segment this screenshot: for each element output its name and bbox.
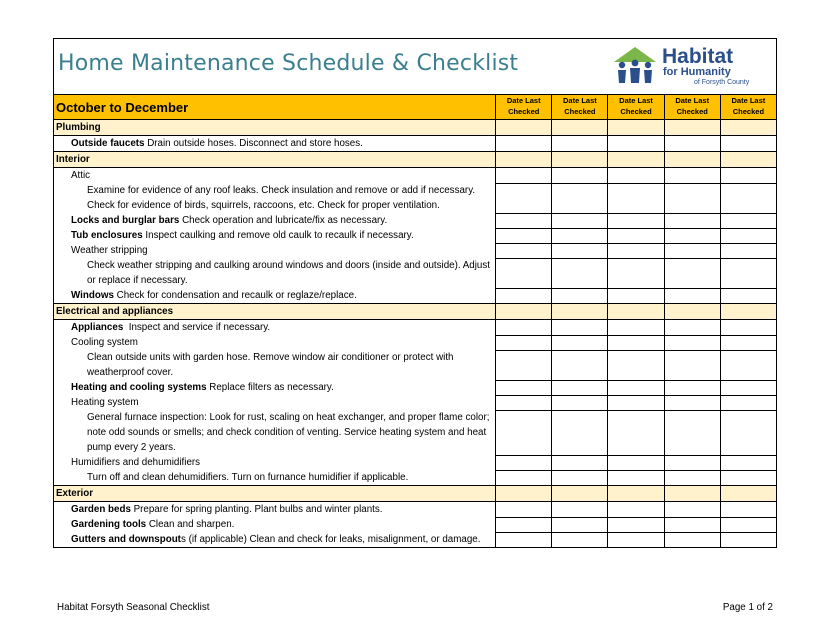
task-detail: Clean and sharpen.: [146, 519, 235, 530]
task-detail: Clean outside units with garden hose. Remove window air conditioner or protect with weatherproof cover.: [54, 350, 496, 380]
date-cell[interactable]: [496, 486, 552, 502]
task-row: [54, 470, 777, 486]
date-cell[interactable]: [720, 120, 776, 136]
date-cell[interactable]: [496, 168, 552, 184]
section-label: Electrical and appliances: [54, 304, 496, 320]
task-name: Outside faucets: [71, 138, 145, 149]
date-cell[interactable]: [720, 304, 776, 320]
period-label: October to December: [54, 95, 496, 120]
date-cell[interactable]: [664, 455, 720, 470]
date-cell[interactable]: [608, 168, 664, 184]
date-cell[interactable]: [608, 304, 664, 320]
date-cell[interactable]: [496, 320, 552, 336]
date-cell[interactable]: [608, 410, 664, 455]
date-cell[interactable]: [608, 350, 664, 380]
date-header-4: Date Last Checked: [664, 95, 720, 120]
date-cell[interactable]: [552, 486, 608, 502]
task-group-row: [54, 243, 777, 258]
date-cell[interactable]: [496, 455, 552, 470]
date-cell[interactable]: [608, 486, 664, 502]
period-header-row: [54, 95, 777, 120]
date-header-3: Date Last Checked: [608, 95, 664, 120]
date-cell[interactable]: [720, 486, 776, 502]
task-detail: Inspect and service if necessary.: [123, 322, 271, 333]
date-cell[interactable]: [496, 228, 552, 243]
date-cell[interactable]: [664, 395, 720, 410]
task-detail: Turn off and clean dehumidifiers. Turn on furnance humidifier if applicable.: [54, 470, 496, 486]
task-text: [54, 288, 496, 304]
date-cell[interactable]: [496, 517, 552, 532]
date-cell[interactable]: [552, 152, 608, 168]
date-cell[interactable]: [496, 243, 552, 258]
date-cell[interactable]: [720, 455, 776, 470]
task-row: [54, 288, 777, 304]
date-cell[interactable]: [552, 258, 608, 288]
task-name: Heating and cooling systems: [71, 382, 207, 393]
task-group-row: [54, 335, 777, 350]
date-cell[interactable]: [664, 168, 720, 184]
date-cell[interactable]: [664, 288, 720, 304]
date-cell[interactable]: [552, 335, 608, 350]
date-cell[interactable]: [720, 152, 776, 168]
task-text: [54, 532, 496, 548]
date-cell[interactable]: [552, 502, 608, 518]
date-cell[interactable]: [496, 136, 552, 152]
section-row-plumbing: [54, 120, 777, 136]
task-group-label: Attic: [54, 168, 496, 184]
task-detail: Drain outside hoses. Disconnect and store hoses.: [144, 138, 363, 149]
date-cell[interactable]: [552, 183, 608, 213]
date-cell[interactable]: [664, 258, 720, 288]
task-row: [54, 532, 777, 548]
section-row-electrical: [54, 304, 777, 320]
section-row-exterior: [54, 486, 777, 502]
date-cell[interactable]: [608, 380, 664, 395]
task-group-row: [54, 455, 777, 470]
date-cell[interactable]: [552, 168, 608, 184]
date-cell[interactable]: [720, 410, 776, 455]
checklist-sheet: [53, 38, 777, 548]
date-cell[interactable]: [664, 320, 720, 336]
date-cell[interactable]: [664, 532, 720, 548]
task-detail: Prepare for spring planting. Plant bulbs and winter plants.: [130, 504, 383, 515]
date-cell[interactable]: [496, 470, 552, 486]
task-row: [54, 502, 777, 518]
task-text: [54, 320, 496, 336]
date-cell[interactable]: [552, 455, 608, 470]
task-row: [54, 517, 777, 532]
title-bar: [53, 38, 777, 94]
section-label: Plumbing: [54, 120, 496, 136]
date-header-2: Date Last Checked: [552, 95, 608, 120]
task-name: Locks and burglar bars: [71, 215, 180, 226]
date-cell[interactable]: [664, 486, 720, 502]
section-label: Interior: [54, 152, 496, 168]
task-text: [54, 517, 496, 532]
task-row: [54, 183, 777, 213]
date-cell[interactable]: [608, 258, 664, 288]
task-detail: General furnace inspection: Look for rust, scaling on heat exchanger, and proper flame color; note odd sounds or smells; and check condition of venting. Service heating system and heat pump every 2 years.: [54, 410, 496, 455]
date-cell[interactable]: [552, 228, 608, 243]
date-cell[interactable]: [496, 152, 552, 168]
task-text: [54, 380, 496, 395]
date-cell[interactable]: [608, 470, 664, 486]
date-cell[interactable]: [496, 213, 552, 228]
task-name: Gutters and downspout: [71, 534, 181, 545]
date-cell[interactable]: [720, 213, 776, 228]
date-cell[interactable]: [608, 532, 664, 548]
date-cell[interactable]: [664, 335, 720, 350]
date-cell[interactable]: [720, 502, 776, 518]
date-cell[interactable]: [664, 152, 720, 168]
date-cell[interactable]: [552, 470, 608, 486]
date-cell[interactable]: [552, 380, 608, 395]
task-text: [54, 213, 496, 228]
task-text: [54, 502, 496, 518]
date-cell[interactable]: [496, 395, 552, 410]
date-cell[interactable]: [608, 136, 664, 152]
task-row: [54, 228, 777, 243]
date-cell[interactable]: [664, 517, 720, 532]
task-group-label: Cooling system: [54, 335, 496, 350]
date-cell[interactable]: [664, 243, 720, 258]
date-cell[interactable]: [496, 258, 552, 288]
date-cell[interactable]: [552, 243, 608, 258]
date-cell[interactable]: [496, 288, 552, 304]
checklist-table: [53, 94, 777, 548]
date-cell[interactable]: [496, 335, 552, 350]
task-group-label: Humidifiers and dehumidifiers: [54, 455, 496, 470]
date-cell[interactable]: [664, 304, 720, 320]
task-name: Garden beds: [71, 504, 131, 515]
date-cell[interactable]: [720, 168, 776, 184]
task-group-row: [54, 168, 777, 184]
date-cell[interactable]: [720, 258, 776, 288]
date-cell[interactable]: [552, 532, 608, 548]
page-number: Page 1 of 2: [722, 602, 773, 613]
date-cell[interactable]: [552, 213, 608, 228]
date-cell[interactable]: [496, 380, 552, 395]
task-name: Windows: [71, 290, 114, 301]
date-cell[interactable]: [552, 395, 608, 410]
date-cell[interactable]: [608, 288, 664, 304]
task-detail: Examine for evidence of any roof leaks. Check insulation and remove or add if necessary. Check for evidence of birds, squirrels, raccoons, etc. Check for proper ventilation.: [54, 183, 496, 213]
date-cell[interactable]: [664, 380, 720, 395]
task-text: [54, 228, 496, 243]
date-cell[interactable]: [664, 213, 720, 228]
date-cell[interactable]: [608, 517, 664, 532]
date-cell[interactable]: [608, 335, 664, 350]
date-cell[interactable]: [720, 243, 776, 258]
date-cell[interactable]: [664, 410, 720, 455]
logo-sub2: of Forsyth County: [694, 79, 750, 86]
date-cell[interactable]: [608, 213, 664, 228]
date-cell[interactable]: [720, 320, 776, 336]
date-cell[interactable]: [720, 350, 776, 380]
task-detail: Check weather stripping and caulking around windows and doors (inside and outside). Adjust or replace if necessary.: [54, 258, 496, 288]
date-cell[interactable]: [720, 335, 776, 350]
task-row: [54, 320, 777, 336]
date-cell[interactable]: [664, 183, 720, 213]
date-cell[interactable]: [664, 136, 720, 152]
task-row: [54, 410, 777, 455]
date-cell[interactable]: [496, 183, 552, 213]
habitat-logo: [610, 45, 750, 89]
task-text: [54, 136, 496, 152]
date-cell[interactable]: [720, 470, 776, 486]
date-cell[interactable]: [496, 532, 552, 548]
date-cell[interactable]: [608, 120, 664, 136]
date-cell[interactable]: [552, 304, 608, 320]
date-cell[interactable]: [664, 120, 720, 136]
section-label: Exterior: [54, 486, 496, 502]
date-cell[interactable]: [608, 183, 664, 213]
date-cell[interactable]: [496, 502, 552, 518]
date-cell[interactable]: [608, 455, 664, 470]
date-cell[interactable]: [496, 350, 552, 380]
date-cell[interactable]: [552, 120, 608, 136]
date-cell[interactable]: [608, 152, 664, 168]
date-cell[interactable]: [720, 228, 776, 243]
task-row: [54, 213, 777, 228]
date-cell[interactable]: [720, 395, 776, 410]
date-cell[interactable]: [552, 410, 608, 455]
date-cell[interactable]: [608, 243, 664, 258]
date-cell[interactable]: [552, 350, 608, 380]
logo-sub: for Humanity: [663, 66, 731, 78]
task-group-row: [54, 395, 777, 410]
date-header-5: Date Last Checked: [720, 95, 776, 120]
date-cell[interactable]: [720, 136, 776, 152]
date-cell[interactable]: [552, 136, 608, 152]
date-cell[interactable]: [496, 410, 552, 455]
date-cell[interactable]: [552, 320, 608, 336]
task-row: [54, 380, 777, 395]
task-name: Tub enclosures: [71, 230, 143, 241]
date-cell[interactable]: [664, 350, 720, 380]
task-name: Gardening tools: [71, 519, 147, 530]
date-cell[interactable]: [664, 502, 720, 518]
date-cell[interactable]: [720, 380, 776, 395]
date-cell[interactable]: [720, 532, 776, 548]
date-cell[interactable]: [664, 228, 720, 243]
task-detail: Check for condensation and recaulk or reglaze/replace.: [113, 290, 357, 301]
task-row: [54, 136, 777, 152]
date-header-1: Date Last Checked: [496, 95, 552, 120]
task-detail: Check operation and lubricate/fix as necessary.: [179, 215, 388, 226]
date-cell[interactable]: [496, 304, 552, 320]
date-cell[interactable]: [552, 517, 608, 532]
date-cell[interactable]: [664, 470, 720, 486]
page-title: Home Maintenance Schedule & Checklist: [58, 51, 519, 76]
date-cell[interactable]: [608, 320, 664, 336]
task-row: [54, 350, 777, 380]
date-cell[interactable]: [608, 228, 664, 243]
task-detail: s (if applicable) Clean and check for leaks, misalignment, or damage.: [180, 534, 481, 545]
date-cell[interactable]: [720, 288, 776, 304]
task-group-label: Weather stripping: [54, 243, 496, 258]
date-cell[interactable]: [608, 395, 664, 410]
date-cell[interactable]: [552, 288, 608, 304]
task-detail: Replace filters as necessary.: [206, 382, 334, 393]
date-cell[interactable]: [496, 120, 552, 136]
date-cell[interactable]: [720, 517, 776, 532]
logo-word: Habitat: [662, 45, 734, 68]
task-row: [54, 258, 777, 288]
task-detail: Inspect caulking and remove old caulk to recaulk if necessary.: [142, 230, 414, 241]
section-row-interior: [54, 152, 777, 168]
date-cell[interactable]: [720, 183, 776, 213]
date-cell[interactable]: [608, 502, 664, 518]
footer-title: Habitat Forsyth Seasonal Checklist: [57, 602, 210, 613]
task-group-label: Heating system: [54, 395, 496, 410]
task-name: Appliances: [71, 322, 124, 333]
house-people-icon: [610, 45, 660, 85]
